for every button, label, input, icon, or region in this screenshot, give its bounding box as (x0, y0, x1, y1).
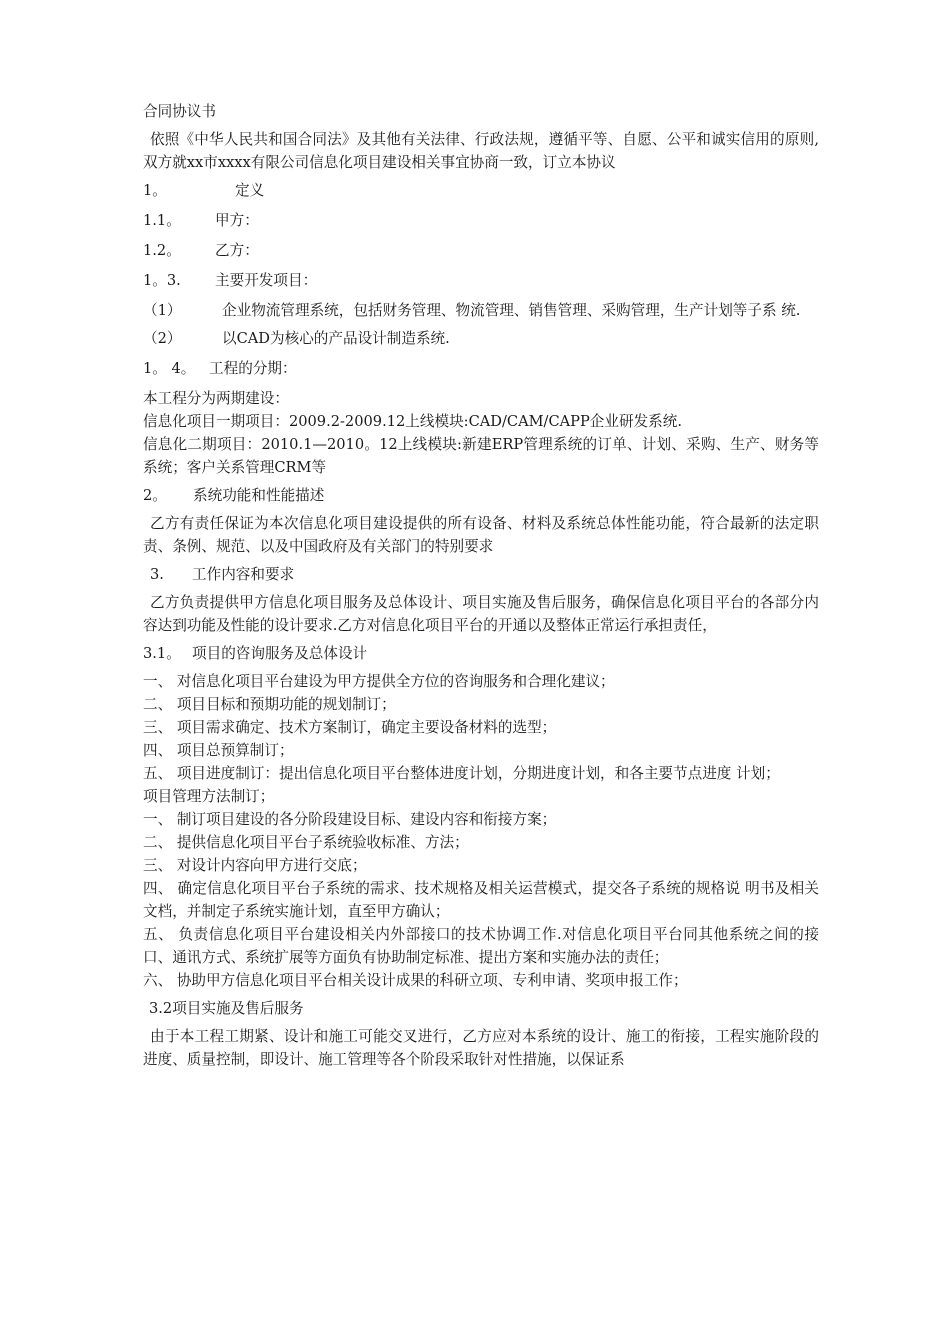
method-list (143, 808, 819, 992)
section-3-heading (143, 563, 819, 586)
section-3-paragraph: 乙方负责提供甲方信息化项目服务及总体设计、项目实施及售后服务，确保信息化项目平台的各部分内容达到功能及性能的设计要求.乙方对信息化项目平台的开通以及整体正常运行承担责任， (143, 594, 819, 634)
phases-intro: 本工程分为两期建设： (143, 390, 289, 407)
section-2-paragraph: 乙方有责任保证为本次信息化项目建设提供的所有设备、材料及系统总体性能功能，符合最新的法定职责、条例、规范、以及中国政府及有关部门的特别要求 (143, 515, 819, 555)
section-number: 1。3. (143, 272, 181, 289)
section-3-2-heading: 3.2项目实施及售后服务 (149, 1000, 304, 1017)
list-item: 四、 确定信息化项目平台子系统的需求、技术规格及相关运营模式，提交各子系统的规格说 明书及相关文档，并制定子系统实施计划，直至甲方确认； (143, 880, 819, 920)
section-title: 系统功能和性能描述 (193, 487, 325, 504)
section-number: 1。 4。 (143, 360, 196, 377)
project-item-2 (143, 327, 819, 350)
section-number: 1.2。 (143, 242, 181, 259)
intro-paragraph: 依照《中华人民共和国合同法》及其他有关法律、行政法规，遵循平等、自愿、公平和诚实信用的原则,双方就xx市xxxx有限公司信息化项目建设相关事宜协商一致，订立本协议 (143, 131, 819, 171)
list-item: 一、 制订项目建设的各分阶段建设目标、建设内容和衔接方案； (143, 811, 557, 828)
item-number: （1） (143, 302, 182, 319)
section-3-1-heading (143, 642, 819, 665)
section-title: 乙方： (215, 242, 259, 259)
section-title: 甲方： (215, 212, 259, 229)
project-item-1 (143, 299, 819, 322)
list-item: 六、 协助甲方信息化项目平台相关设计成果的科研立项、专利申请、奖项申报工作； (143, 972, 688, 989)
section-title: 项目的咨询服务及总体设计 (192, 645, 368, 662)
section-1-2-heading (143, 239, 819, 262)
section-number: 1。 (143, 182, 167, 199)
item-text: 企业物流管理系统，包括财务管理、物流管理、销售管理、采购管理，生产计划等子系 统. (222, 302, 801, 319)
section-2-heading (143, 484, 819, 507)
list-item: 一、 对信息化项目平台建设为甲方提供全方位的咨询服务和合理化建议； (143, 673, 615, 690)
section-title: 工程的分期： (209, 360, 297, 377)
section-1-3-heading (143, 269, 819, 292)
section-3-2-paragraph: 由于本工程工期紧、设计和施工可能交叉进行，乙方应对本系统的设计、施工的衔接，工程实施阶段的进度、质量控制，即设计、施工管理等各个阶段采取针对性措施，以保证系 (143, 1028, 819, 1068)
phase-1-text: 信息化项目一期项目：2009.2-2009.12上线模块:CAD/CAM/CAPP企业研发系统. (143, 413, 683, 430)
list-item: 五、 负责信息化项目平台建设相关内外部接口的技术协调工作.对信息化项目平台同其他系统之间的接口、通讯方式、系统扩展等方面负有协助制定标准、提出方案和实施办法的责任； (143, 926, 819, 966)
item-text: 以CAD为核心的产品设计制造系统. (222, 330, 450, 347)
document-body (143, 100, 819, 1071)
section-1-4-heading (143, 357, 819, 380)
method-title: 项目管理方法制订； (143, 788, 275, 805)
list-item: 五、 项目进度制订：提出信息化项目平台整体进度计划，分期进度计划，和各主要节点进度 计划； (143, 765, 780, 782)
section-title: 工作内容和要求 (192, 566, 295, 583)
section-number: 2。 (143, 487, 167, 504)
section-number: 3. (150, 566, 164, 583)
list-item: 二、 提供信息化项目平台子系统验收标准、方法； (143, 834, 469, 851)
section-number: 3.1。 (143, 645, 181, 662)
list-item: 二、 项目目标和预期功能的规划制订； (143, 696, 396, 713)
phase-2-text: 信息化二期项目：2010.1—2010。12上线模块:新建ERP管理系统的订单、计划、采购、生产、财务等系统；客户关系管理CRM等 (143, 436, 819, 476)
document-title: 合同协议书 (143, 103, 216, 120)
list-item: 三、 对设计内容向甲方进行交底； (143, 857, 367, 874)
section-title: 定义 (235, 182, 265, 199)
item-number: （2） (143, 330, 182, 347)
consulting-list (143, 670, 819, 785)
list-item: 三、 项目需求确定、技术方案制订，确定主要设备材料的选型； (143, 719, 557, 736)
section-number: 1.1。 (143, 212, 181, 229)
list-item: 四、 项目总预算制订； (143, 742, 294, 759)
section-1-1-heading (143, 209, 819, 232)
section-title: 主要开发项目： (215, 272, 318, 289)
section-1-heading (143, 179, 819, 202)
